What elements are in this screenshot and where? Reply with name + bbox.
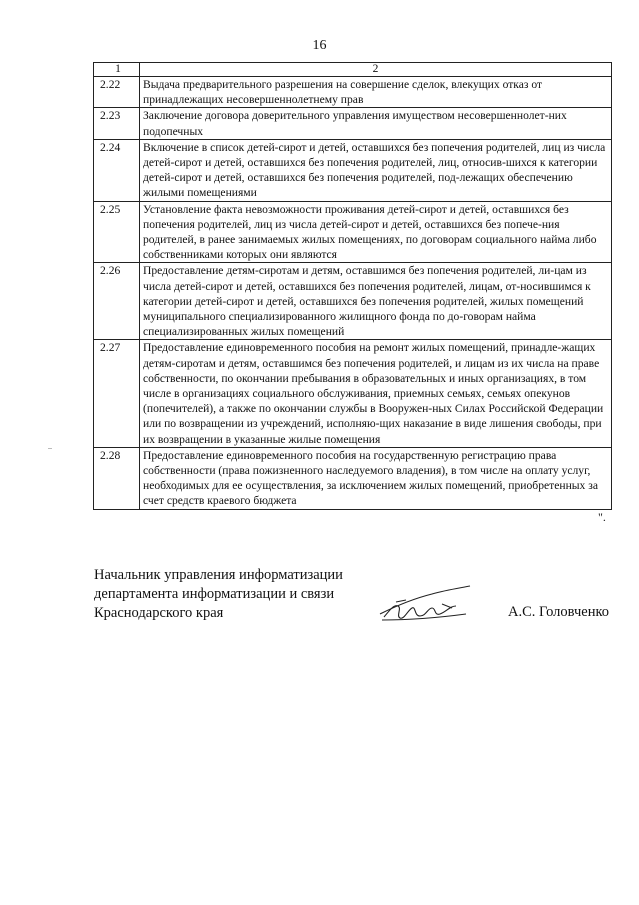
row-description-cell: Включение в список детей-сирот и детей, оставшихся без попечения родителей, лиц из числа детей-сирот и детей, оставшихся без попечения родителей, лиц, относив-шихся к категории детей-сирот и детей, оставшихся без попечения родителей, под-лежащих обеспечению жилыми помещениями	[140, 139, 612, 201]
table-row	[94, 139, 612, 201]
row-description-cell: Предоставление единовременного пособия на ремонт жилых помещений, принадле-жащих детям-сиротам и детям, оставшимся без попечения родителей, и лицам из их числа на праве собственности, по окончании пребывания в образовательных и иных организациях, в том числе в организациях социального обслуживания, приемных семьях, семьях опекунов (попечителей), а также по окончании службы в Вооружен-ных Силах Российской Федерации или по возвращении из учреждений, исполняю-щих наказание в виде лишения свободы, при их возвращении в указанные жилые помещения	[140, 340, 612, 447]
signer-title-line: Начальник управления информатизации	[94, 567, 343, 583]
table-row	[94, 201, 612, 263]
signer-title-line: департамента информатизации и связи	[94, 586, 335, 602]
header-cell-description: 2	[140, 63, 612, 77]
table-row	[94, 447, 612, 509]
row-number-cell: 2.28	[94, 447, 140, 509]
row-description-cell: Предоставление детям-сиротам и детям, оставшимся без попечения родителей, ли-цам из числа детей-сирот и детей, оставшихся без попечения родителей, лицам, от-носившимся к категории детей-сирот и детей, оставшихся без попечения родителей, жилых помещений муниципального специализированного жилищного фонда по до-говорам найма специализированных жилых помещений	[140, 263, 612, 340]
header-cell-number: 1	[94, 63, 140, 77]
row-description-cell: Предоставление единовременного пособия на государственную регистрацию права собственности (права пожизненного наследуемого владения), в том числе на оплату услуг, необходимых для ее осуществления, за исключением жилых помещений, приобретенных за счет средств краевого бюджета	[140, 447, 612, 509]
row-number-cell: 2.23	[94, 108, 140, 139]
margin-mark	[48, 448, 52, 449]
table-header-row	[94, 63, 612, 77]
table-row	[94, 263, 612, 340]
table-row	[94, 340, 612, 447]
table-row	[94, 77, 612, 108]
services-table	[93, 62, 612, 510]
table-row	[94, 108, 612, 139]
row-number-cell: 2.22	[94, 77, 140, 108]
signer-name: А.С. Головченко	[508, 604, 610, 620]
signature-block	[94, 566, 343, 623]
page-number: 16	[312, 38, 327, 53]
row-number-cell: 2.26	[94, 263, 140, 340]
row-number-cell: 2.24	[94, 139, 140, 201]
handwritten-signature	[376, 584, 472, 624]
row-number-cell: 2.27	[94, 340, 140, 447]
row-description-cell: Установление факта невозможности проживания детей-сирот и детей, оставшихся без попечения родителей, лиц из числа детей-сирот и детей, оставшихся без попече-ния родителей, в ранее занимаемых жилых помещениях, по договорам социального найма либо собственниками которых они являются	[140, 201, 612, 263]
signer-title-line: Краснодарского края	[94, 605, 224, 621]
row-description-cell: Выдача предварительного разрешения на совершение сделок, влекущих отказ от принадлежащих несовершеннолетнему прав	[140, 77, 612, 108]
row-description-cell: Заключение договора доверительного управления имуществом несовершеннолет-них подопечных	[140, 108, 612, 139]
closing-quote: ".	[598, 510, 606, 524]
row-number-cell: 2.25	[94, 201, 140, 263]
